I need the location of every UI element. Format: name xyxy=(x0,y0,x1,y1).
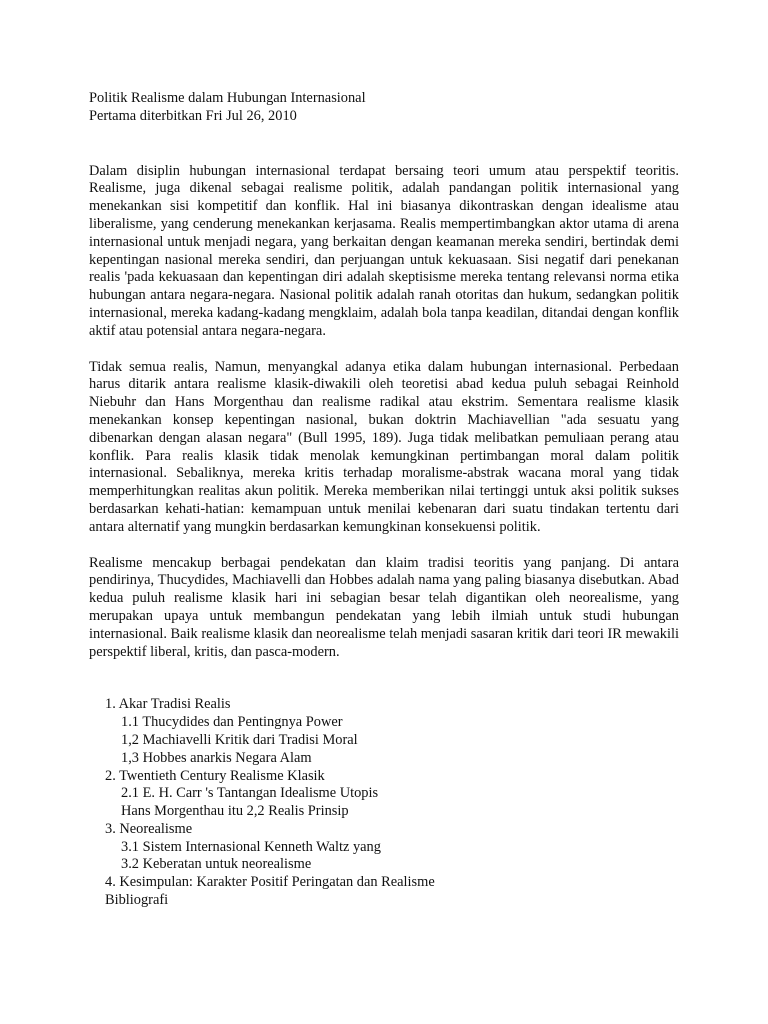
toc-subitem: 3.1 Sistem Internasional Kenneth Waltz yang xyxy=(121,838,381,855)
toc-item: 2. Twentieth Century Realisme Klasik xyxy=(105,767,325,784)
table-of-contents xyxy=(89,696,679,910)
publication-date: Pertama diterbitkan Fri Jul 26, 2010 xyxy=(89,107,297,124)
paragraph-intro: Dalam disiplin hubungan internasional terdapat bersaing teori umum atau perspektif teoritis. Realisme, juga dikenal sebagai realisme politik, adalah pandangan politik internasional yang menekankan sisi kompetitif dan konflik. Hal ini biasanya dikontraskan dengan idealisme atau liberalisme, yang cenderung menekankan kerjasama. Realis mempertimbangkan aktor utama di arena internasional untuk menjadi negara, yang berkaitan dengan keamanan mereka sendiri, bertindak demi kepentingan nasional mereka sendiri, dan perjuangan untuk kekuasaan. Sisi negatif dari penekanan realis 'pada kekuasaan dan kepentingan diri adalah skeptisisme mereka tentang relevansi norma etika hubungan antara negara-negara. Nasional politik adalah ranah otoritas dan hukum, sedangkan politik internasional, mereka kadang-kadang mengklaim, adalah bola tanpa keadilan, ditandai dengan konflik aktif atau potensial antara negara-negara. xyxy=(89,162,679,339)
toc-subitem: 1.1 Thucydides dan Pentingnya Power xyxy=(121,714,343,731)
toc-subitem: 1,3 Hobbes anarkis Negara Alam xyxy=(121,749,312,766)
toc-item: 1. Akar Tradisi Realis xyxy=(105,696,231,713)
toc-item: 4. Kesimpulan: Karakter Positif Peringatan dan Realisme xyxy=(105,874,435,891)
toc-subitem: 2.1 E. H. Carr 's Tantangan Idealisme Utopis xyxy=(121,785,379,802)
document-title: Politik Realisme dalam Hubungan Internasional xyxy=(89,90,366,106)
toc-subitem: Hans Morgenthau itu 2,2 Realis Prinsip xyxy=(121,803,349,820)
toc-item: 3. Neorealisme xyxy=(105,820,193,837)
paragraph-approaches: Realisme mencakup berbagai pendekatan dan klaim tradisi teoritis yang panjang. Di antara pendirinya, Thucydides, Machiavelli dan Hobbes adalah nama yang paling biasanya disebutkan. Abad kedua puluh realisme klasik hari ini sebagian besar telah digantikan oleh neorealisme, yang merupakan upaya untuk membangun pendekatan yang lebih ilmiah untuk studi hubungan internasional. Baik realisme klasik dan neorealisme telah menjadi sasaran kritik dari teori IR mewakili perspektif liberal, kritis, dan pasca-modern. xyxy=(89,554,679,660)
toc-bibliography: Bibliografi xyxy=(105,892,169,909)
document-header xyxy=(89,90,679,126)
toc-subitem: 3.2 Keberatan untuk neorealisme xyxy=(121,856,312,873)
paragraph-classical-realism: Tidak semua realis, Namun, menyangkal adanya etika dalam hubungan internasional. Perbedaan harus ditarik antara realisme klasik-diwakili oleh teoretisi abad kedua puluh sebagai Reinhold Niebuhr dan Hans Morgenthau dan realisme radikal atau ekstrim. Sementara realisme klasik menekankan konsep kepentingan nasional, bukan doktrin Machiavellian "ada sesuatu yang dibenarkan dengan alasan negara" (Bull 1995, 189). Juga tidak melibatkan pemuliaan perang atau konflik. Para realis klasik tidak menolak kemungkinan pertimbangan moral dalam politik internasional. Sebaliknya, mereka kritis terhadap moralisme-abstrak wacana moral yang tidak memperhitungkan realitas akun politik. Mereka memberikan nilai tertinggi untuk aksi politik sukses berdasarkan kehati-hatian: kemampuan untuk menilai kebenaran dari suatu tindakan tertentu dari antara alternatif yang mungkin berdasarkan kemungkinan konsekuensi politik. xyxy=(89,358,679,535)
toc-subitem: 1,2 Machiavelli Kritik dari Tradisi Moral xyxy=(121,731,358,748)
